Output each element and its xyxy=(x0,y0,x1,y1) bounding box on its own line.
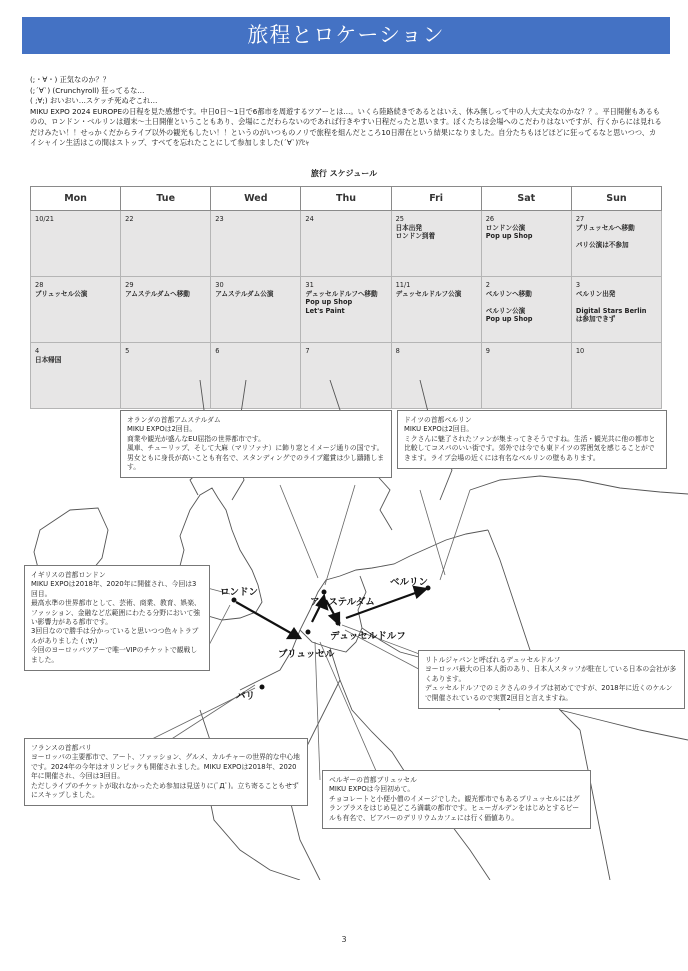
calendar-day-cell xyxy=(121,277,211,343)
day-header: Wed xyxy=(211,187,301,211)
calendar-event: 日本出発 ロンドン到着 xyxy=(395,223,436,241)
intro-line: (;・∀・) 正気なのか？？ xyxy=(30,75,110,84)
callout-amsterdam: オランダの首都アムステルダム MIKU EXPOは2回目。 商業や観光が盛んなEU屈指の世界都市です。 風車、チューリップ、そして大麻（マリファナ）に飾り窓とイメージ通りの国です。男女ともに身長が高いことも有名で、スタンディングでのライブ鑑賞は少し躊躇します。 xyxy=(120,410,392,478)
calendar-date: 29 xyxy=(125,281,134,289)
day-header: Mon xyxy=(31,187,121,211)
page-title: 旅程とロケーション xyxy=(247,23,445,47)
schedule-calendar xyxy=(30,186,662,409)
intro-line: ( ;∀;) おいおい…スケッチ死ぬぞこれ… xyxy=(30,96,158,105)
intro-paragraph: MIKU EXPO 2024 EUROPEの日程を見た感想です。中日0日～1日で6都市を周遊するツアーとは…。いくら陸路続きであるとはいえ、休み無しって中の人大丈夫なのかな？？。平日開催もあるものの、ロンドン・ベルリンは週末～土日開催ということもあり、会場にこだわらないのであれば行きやすい日程だったと思います。ぼくたちは会場へのこだわりはないですが、行くからには見れるだけみたい！！せっかくだからライブ以外の観光もしたい！！というのがいつものノリで旅程を組んだところ10日滞在という結果になりました。自分たちもほどほどに狂ってるなと思いつつ、カイシャイン生活はこの間はストップ、すべてを忘れたことにして参加しました(´∀`)ｱﾋｬ xyxy=(30,106,662,147)
calendar-date: 25 xyxy=(395,215,404,223)
calendar-date: 11/1 xyxy=(395,281,411,289)
city-label-brussels: ブリュッセル xyxy=(278,649,335,660)
city-label-amsterdam: アムステルダム xyxy=(310,597,375,608)
calendar-date: 26 xyxy=(485,215,495,223)
calendar-event: ブリュッセル公演 xyxy=(35,289,88,298)
calendar-week-row xyxy=(31,277,662,343)
callout-dusseldorf: リトルジャパンと呼ばれるデュッセルドルフ ヨーロッパ最大の日本人街のあり、日本人スタッフが駐在している日本の会社が多くあります。 デュッセルドルフでのミクさんのライブは初めてですが、2018年に近くのケルンで開催されているので実質2回目と言えますね。 xyxy=(418,650,685,709)
calendar-event: ブリュッセルへ移動 パリ公演は不参加 xyxy=(575,223,635,249)
london-marker xyxy=(232,598,237,603)
calendar-date: 4 xyxy=(35,347,40,355)
schedule-caption: 旅行 スケジュール xyxy=(310,169,378,178)
day-header: Sun xyxy=(571,187,661,211)
calendar-event: アムステルダムへ移動 xyxy=(125,289,190,298)
calendar-date: 3 xyxy=(575,281,581,289)
calendar-date: 10/21 xyxy=(35,215,55,223)
calendar-date: 22 xyxy=(125,215,134,223)
day-header: Sat xyxy=(481,187,571,211)
calendar-date: 9 xyxy=(485,347,490,355)
brussels-marker xyxy=(306,630,311,635)
city-label-london: ロンドン xyxy=(220,587,259,598)
calendar-date: 6 xyxy=(215,347,220,355)
calendar-day-cell xyxy=(391,277,481,343)
page-banner xyxy=(22,17,670,54)
calendar-day-cell xyxy=(301,211,391,277)
calendar-day-cell xyxy=(481,277,571,343)
city-label-paris: パリ xyxy=(236,691,256,702)
city-label-dusseldorf: デュッセルドルフ xyxy=(330,631,406,642)
calendar-day-cell xyxy=(301,277,391,343)
europe-map xyxy=(0,380,688,880)
city-label-berlin: ベルリン xyxy=(390,577,429,588)
page-number: 3 xyxy=(341,935,347,944)
calendar-event: デュッセルドルフ公演 xyxy=(395,289,462,298)
calendar-date: 7 xyxy=(305,347,310,355)
day-header: Thu xyxy=(301,187,391,211)
calendar-event: アムステルダム公演 xyxy=(215,289,274,298)
paris-marker xyxy=(260,685,265,690)
intro-line: (;´∀`) (Crunchyroll) 狂ってるな… xyxy=(30,85,145,95)
calendar-event: ベルリン出発 Digital Stars Berlin は参加できず xyxy=(575,289,647,324)
calendar-date: 31 xyxy=(305,281,314,289)
calendar-date: 8 xyxy=(395,347,400,355)
calendar-event: 日本帰国 xyxy=(35,355,62,364)
callout-paris: フランスの首都パリ ヨーロッパの主要都市で、アート、ファッション、グルメ、カルチャーの世界的な中心地です。2024年の今年はオリンピックも開催されました。MIKU EXPOは2018年、2020年に開催され、今回は3回目。 ただしライブのチケットが取れなかったため参加は見送りに(ﾟДﾟ)。立ち寄ることもせずにスキップしました。 xyxy=(24,738,308,806)
calendar-day-cell xyxy=(31,211,121,277)
calendar-day-cell xyxy=(571,277,661,343)
calendar-day-cell xyxy=(31,277,121,343)
intro-text xyxy=(30,75,662,149)
calendar-date: 27 xyxy=(575,215,585,223)
calendar-day-cell xyxy=(211,277,301,343)
calendar-event: デュッセルドルフへ移動 Pop up Shop Let's Paint xyxy=(305,289,378,315)
calendar-body xyxy=(31,211,662,409)
day-header: Fri xyxy=(391,187,481,211)
callout-london: イギリスの首都ロンドン MIKU EXPOは2018年、2020年に開催され、今回は3回目。 最高水準の世界都市として、芸術、商業、教育、娯楽、ファッション、金融など広範囲にわたる分野において強い影響力がある都市です。 3回目なので勝手は分かっていると思いつつ色々トラブルがありました ( ;∀;) 今回のヨーロッパツアーで唯一VIPのチケットで観戦しました。 xyxy=(24,565,210,671)
calendar-date: 23 xyxy=(215,215,224,223)
dusseldorf-marker xyxy=(336,621,341,626)
calendar-date: 2 xyxy=(485,281,490,289)
calendar-header-row xyxy=(31,187,662,211)
calendar-date: 30 xyxy=(215,281,224,289)
callout-brussels: ベルギーの首都ブリュッセル MIKU EXPOは今回初めて。 チョコレートと小便小僧のイメージでした。観光都市でもあるブリュッセルにはグランプラスをはじめ見どころ満載の都市です。ヒューガルデンをはじめとするビールも有名で、ビアパーのデリリウムカフェには行く価値あり。 xyxy=(322,770,591,829)
calendar-day-cell xyxy=(121,211,211,277)
calendar-date: 5 xyxy=(125,347,130,355)
calendar-day-cell xyxy=(211,211,301,277)
calendar-day-cell xyxy=(571,211,661,277)
calendar-event: ロンドン公演 Pop up Shop xyxy=(485,223,533,241)
calendar-date: 10 xyxy=(575,347,585,355)
calendar-event: ベルリンへ移動 ベルリン公演 Pop up Shop xyxy=(485,289,533,324)
calendar-day-cell xyxy=(391,211,481,277)
callout-berlin: ドイツの首都ベルリン MIKU EXPOは2回目。 ミクさんに魅了されたファンが集まってきそうですね。生活・観光共に他の都市と比較してコスパのいい街です。郊外では今でも東ドイツの雰囲気を感じることができます。ライブ会場の近くには有名なベルリンの壁もあります。 xyxy=(397,410,667,469)
day-header: Tue xyxy=(121,187,211,211)
calendar-day-cell xyxy=(481,211,571,277)
calendar-date: 28 xyxy=(35,281,44,289)
calendar-week-row xyxy=(31,211,662,277)
calendar-date: 24 xyxy=(305,215,314,223)
